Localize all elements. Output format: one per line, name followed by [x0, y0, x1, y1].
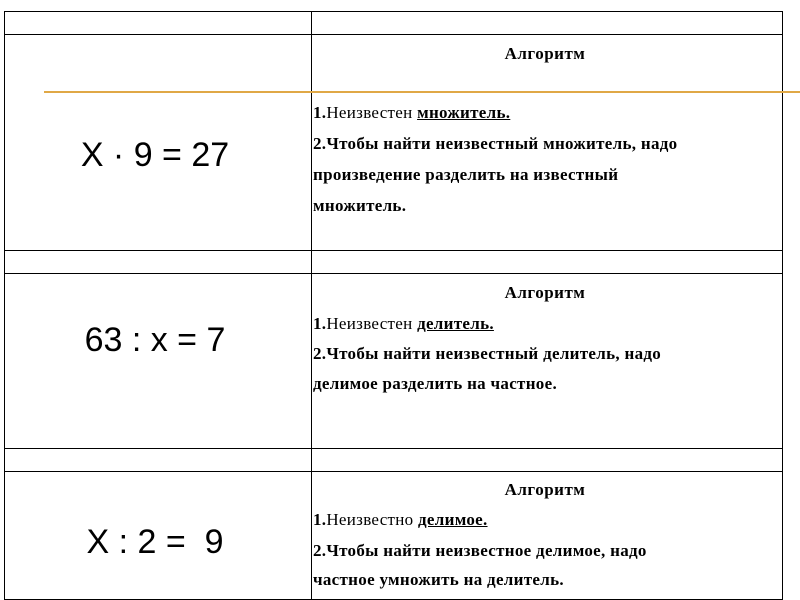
step1-line-3 [313, 510, 783, 530]
algorithm-heading-1: Алгоритм [504, 44, 586, 63]
row-divider [5, 250, 782, 251]
step2-line: 2.Чтобы найти неизвестный делитель, надо [313, 344, 662, 363]
step-number: 1. [313, 510, 327, 529]
equation-2: 63 : x = 7 [84, 321, 226, 359]
step-number: 1. [313, 103, 327, 122]
step1-line-1 [313, 103, 783, 123]
step2-line: 2.Чтобы найти неизвестный множитель, надо [313, 134, 678, 153]
unknown-term: делимое. [418, 510, 488, 529]
step-number: 1. [313, 314, 327, 333]
step1-line-2 [313, 314, 783, 334]
step-text: Неизвестен [326, 103, 418, 122]
equation-3: X : 2 = 9 [86, 523, 224, 561]
step2-line: частное умножить на делитель. [313, 570, 564, 589]
algorithm-heading-2: Алгоритм [504, 283, 586, 302]
row-divider [5, 471, 782, 472]
unknown-term: делитель. [417, 314, 494, 333]
row-divider [5, 448, 782, 449]
row-divider [5, 273, 782, 274]
equation-1: X · 9 = 27 [80, 136, 230, 174]
decorative-line [44, 91, 800, 93]
row-divider [5, 34, 782, 35]
algorithm-heading-3: Алгоритм [504, 480, 586, 499]
unknown-term: множитель. [417, 103, 511, 122]
step-text: Неизвестно [326, 510, 419, 529]
step-text: Неизвестен [326, 314, 418, 333]
column-divider [311, 12, 312, 599]
step2-line: произведение разделить на известный [313, 165, 619, 184]
step2-line: делимое разделить на частное. [313, 374, 557, 393]
step2-line: 2.Чтобы найти неизвестное делимое, надо [313, 541, 647, 560]
step2-line: множитель. [313, 196, 407, 215]
